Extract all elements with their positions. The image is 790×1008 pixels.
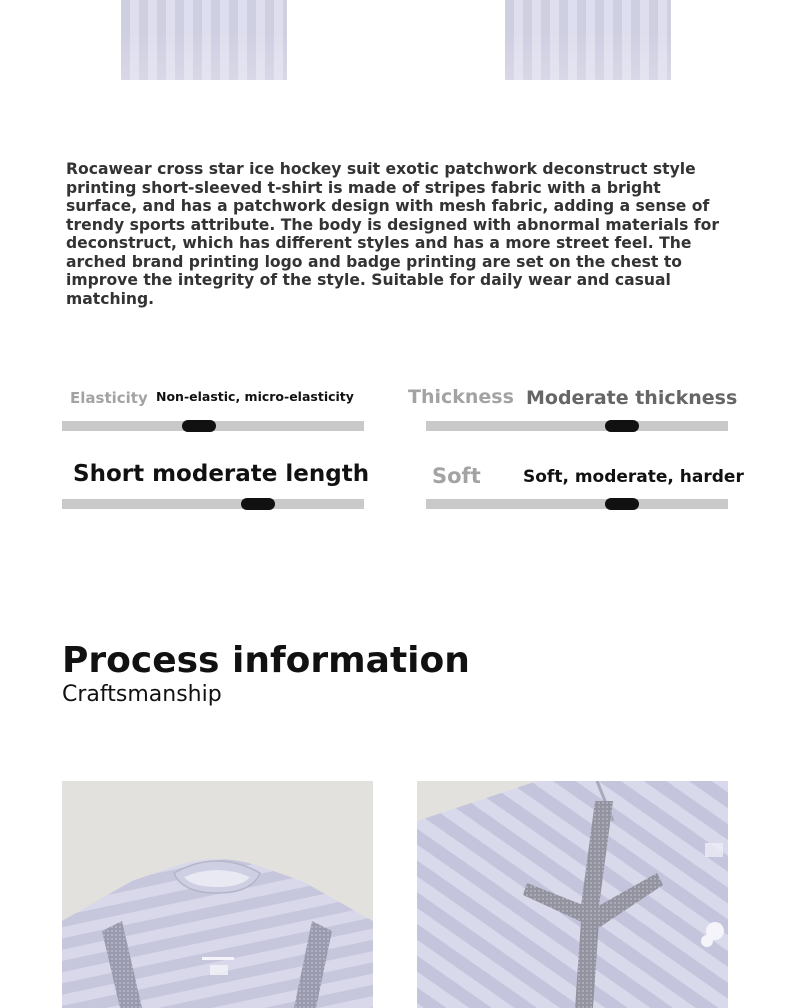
product-description: Rocawear cross star ice hockey suit exotic patchwork deconstruct style printing short-sleeved t-shirt is made of stripes fabric with a bright surface, and has a patchwork design with mesh fabric, adding a sense of trendy sports attribute. The body is designed with abnormal materials for deconstruct, which has different styles and has a more street feel. The arched brand printing logo and badge printing are set on the chest to improve the integrity of the style. Suitable for daily wear and casual matching.: [66, 160, 720, 308]
product-image-left: [121, 0, 287, 80]
collar-detail-photo: [62, 781, 373, 1008]
softness-indicator: [605, 498, 639, 510]
length-value: Short moderate length: [73, 461, 370, 487]
elasticity-indicator: [182, 420, 216, 432]
process-subtitle: Craftsmanship: [62, 682, 222, 707]
product-image-right: [505, 0, 671, 80]
length-scale: [62, 499, 364, 509]
process-title: Process information: [62, 640, 470, 681]
thickness-value: Moderate thickness: [526, 387, 738, 409]
mesh-detail-photo: [417, 781, 728, 1008]
thickness-scale: [426, 421, 728, 431]
elasticity-label: Elasticity: [70, 389, 148, 407]
softness-scale: [426, 499, 728, 509]
elasticity-value: Non-elastic, micro-elasticity: [156, 389, 354, 404]
elasticity-scale: [62, 421, 364, 431]
length-indicator: [241, 498, 275, 510]
thickness-indicator: [605, 420, 639, 432]
thickness-label: Thickness: [408, 386, 514, 408]
softness-value: Soft, moderate, harder: [523, 467, 744, 487]
softness-label: Soft: [432, 464, 481, 488]
